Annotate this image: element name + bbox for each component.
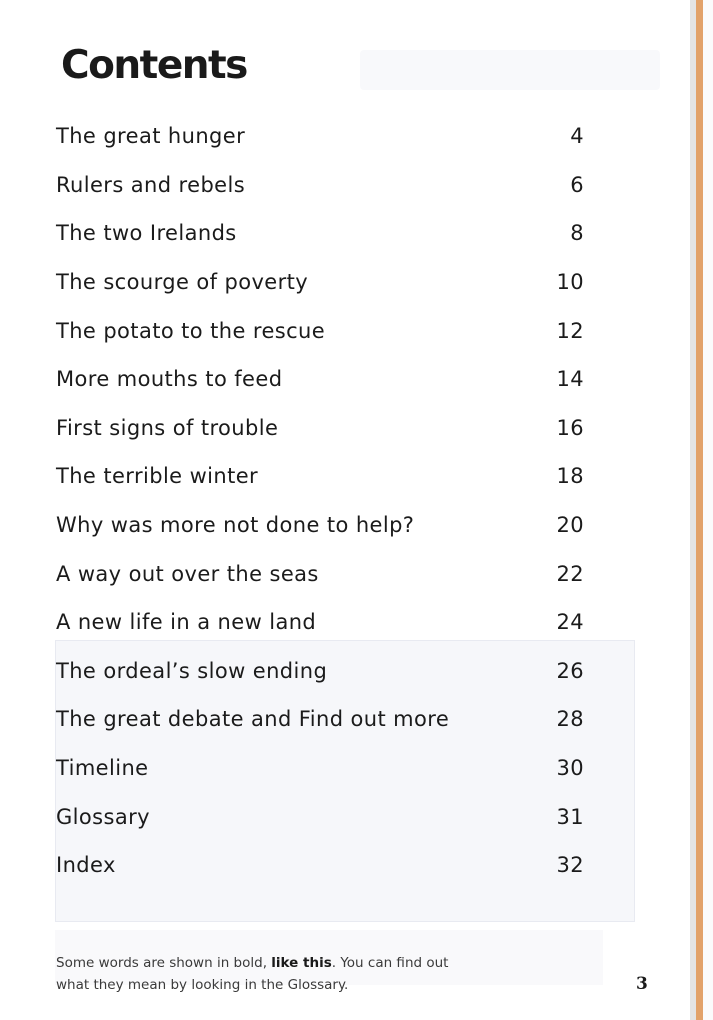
toc-entry: [56, 792, 584, 841]
footnote-bold-example: like this: [271, 955, 332, 971]
toc-entry: [56, 161, 584, 210]
toc-entry-title: More mouths to feed: [56, 367, 283, 392]
toc-entry-title: Index: [56, 853, 116, 878]
toc-entry: [56, 549, 584, 598]
toc-entry-page-number: 28: [556, 707, 584, 732]
show-through-title: [360, 50, 660, 90]
toc-entry: [56, 258, 584, 307]
toc-entry-page-number: 30: [556, 756, 584, 781]
toc-entry: [56, 112, 584, 161]
toc-entry-page-number: 22: [556, 561, 584, 586]
toc-entry-title: First signs of trouble: [56, 415, 279, 440]
toc-entry-page-number: 14: [556, 367, 584, 392]
toc-entry: [56, 695, 584, 744]
toc-entry-page-number: 12: [556, 318, 584, 343]
toc-entry: [56, 306, 584, 355]
toc-entry-page-number: 32: [556, 853, 584, 878]
toc-entry: [56, 452, 584, 501]
toc-entry: [56, 209, 584, 258]
toc-entry: [56, 744, 584, 793]
toc-entry-page-number: 18: [556, 464, 584, 489]
toc-entry-title: Glossary: [56, 804, 150, 829]
toc-entry-page-number: 31: [556, 804, 584, 829]
toc-entry-page-number: 26: [556, 658, 584, 683]
toc-entry-title: Rulers and rebels: [56, 172, 246, 197]
toc-entry-page-number: 24: [556, 610, 584, 635]
toc-entry-page-number: 8: [570, 221, 584, 246]
toc-entry-page-number: 6: [570, 172, 584, 197]
toc-entry: [56, 647, 584, 696]
table-of-contents: [56, 112, 584, 890]
toc-entry-page-number: 20: [556, 513, 584, 538]
toc-entry-title: A way out over the seas: [56, 561, 319, 586]
toc-entry-title: The scourge of poverty: [56, 270, 309, 295]
toc-entry-title: A new life in a new land: [56, 610, 317, 635]
footnote-text-end: . You can find out what they mean by looking in the Glossary.: [56, 955, 449, 993]
page-edge-accent: [696, 0, 703, 1020]
toc-entry: [56, 355, 584, 404]
page-number: 3: [636, 974, 648, 994]
toc-entry-title: The ordeal’s slow ending: [56, 658, 328, 683]
toc-entry-page-number: 10: [556, 270, 584, 295]
toc-entry-page-number: 16: [556, 415, 584, 440]
footnote-text-start: Some words are shown in bold,: [56, 955, 272, 971]
toc-entry-title: Timeline: [56, 756, 149, 781]
toc-entry: [56, 598, 584, 647]
page-title: Contents: [61, 43, 247, 88]
toc-entry: [56, 404, 584, 453]
page-edge-margin: [703, 0, 713, 1020]
footnote: [56, 952, 476, 996]
toc-entry-title: The great debate and Find out more: [56, 707, 450, 732]
toc-entry-page-number: 4: [570, 124, 584, 149]
toc-entry: [56, 841, 584, 890]
toc-entry-title: The two Irelands: [56, 221, 237, 246]
toc-entry: [56, 501, 584, 550]
toc-entry-title: Why was more not done to help?: [56, 513, 415, 538]
toc-entry-title: The potato to the rescue: [56, 318, 326, 343]
toc-entry-title: The terrible winter: [56, 464, 259, 489]
toc-entry-title: The great hunger: [56, 124, 246, 149]
